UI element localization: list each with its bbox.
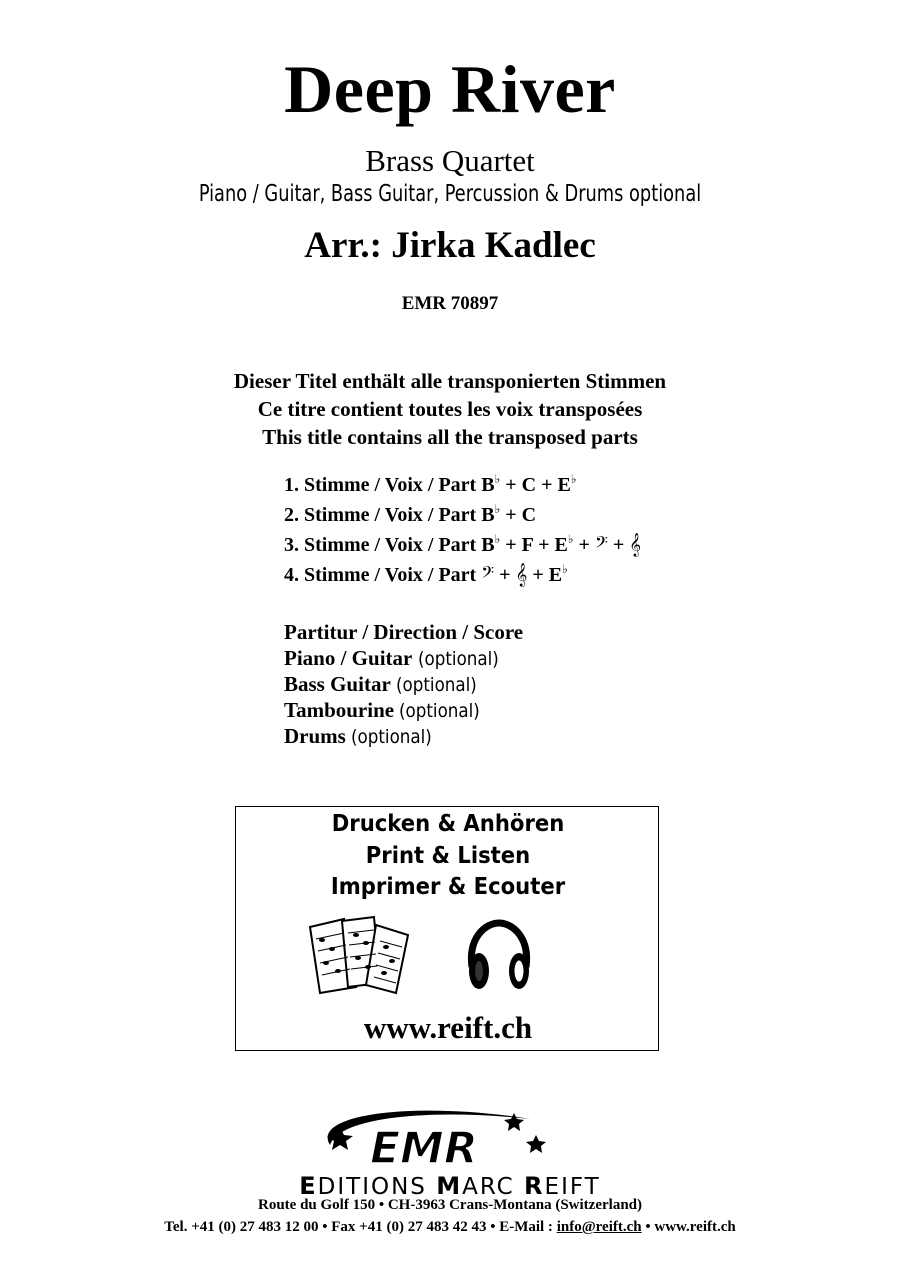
plus-sign: + <box>533 534 555 556</box>
publisher-initial-r: R <box>524 1172 545 1200</box>
arranger-line: Arr.: Jirka Kadlec <box>304 225 596 266</box>
publisher-initial-m: M <box>436 1172 463 1200</box>
bass-guitar-line <box>284 672 488 697</box>
part-4-line <box>284 562 568 587</box>
publisher-address: Route du Golf 150 • CH-3963 Crans-Montana (Switzerland) <box>258 1197 642 1213</box>
optional-label: (optional) <box>417 648 499 670</box>
language-note-french: Ce titre contient toutes les voix transposées <box>257 397 643 421</box>
key-f: F <box>521 534 534 556</box>
part-1-line <box>284 472 577 497</box>
bass-clef-icon: 𝄢 <box>481 562 495 586</box>
flat-icon: ♭ <box>494 532 501 546</box>
plus-sign: + <box>536 474 558 496</box>
piano-guitar-label: Piano / Guitar <box>284 646 413 670</box>
promo-line-german: Drucken & Anhören <box>331 811 565 837</box>
drums-label: Drums <box>284 724 346 748</box>
publisher-contact <box>0 1219 900 1236</box>
publisher-initial-e: E <box>299 1172 318 1200</box>
plus-sign: + <box>573 534 595 556</box>
email-link[interactable]: info@reift.ch <box>556 1219 642 1235</box>
plus-sign: + <box>527 564 549 586</box>
flat-icon: ♭ <box>562 562 568 576</box>
optional-instruments: Piano / Guitar, Bass Guitar, Percussion & Drums optional <box>198 181 702 207</box>
language-note-german: Dieser Titel enthält alle transponierten Stimmen <box>233 369 667 393</box>
key-b: B <box>481 534 495 556</box>
key-c: C <box>521 504 537 526</box>
optional-label: (optional) <box>351 726 432 748</box>
publisher-word-3: EIFT <box>544 1174 601 1200</box>
catalog-number: EMR 70897 <box>401 293 499 314</box>
sheet-music-icon <box>304 913 416 995</box>
part-2-line <box>284 502 536 527</box>
flat-icon: ♭ <box>494 502 501 516</box>
emr-logo <box>300 1105 565 1177</box>
key-e: E <box>548 564 563 586</box>
bass-clef-icon: 𝄢 <box>594 532 608 556</box>
publisher-word-2: ARC <box>462 1174 525 1200</box>
print-listen-box <box>235 806 659 1051</box>
contact-website: • www.reift.ch <box>641 1219 736 1235</box>
treble-clef-icon: 𝄞 <box>515 562 528 586</box>
website-link[interactable]: www.reift.ch <box>363 1010 533 1045</box>
flat-icon: ♭ <box>567 532 574 546</box>
flat-icon: ♭ <box>494 472 501 486</box>
promo-line-french: Imprimer & Ecouter <box>330 874 566 900</box>
publisher-word-1: DITIONS <box>317 1174 437 1200</box>
part-2-prefix: 2. Stimme / Voix / Part <box>284 504 477 526</box>
ensemble-subtitle: Brass Quartet <box>365 143 535 178</box>
part-4-prefix: 4. Stimme / Voix / Part <box>284 564 477 586</box>
part-3-line <box>284 532 641 557</box>
publisher-name <box>0 1172 900 1200</box>
tambourine-label: Tambourine <box>284 698 395 722</box>
key-e: E <box>554 534 568 556</box>
flat-icon: ♭ <box>570 472 577 486</box>
bass-guitar-label: Bass Guitar <box>284 672 391 696</box>
optional-label: (optional) <box>396 674 477 696</box>
piano-guitar-line <box>284 646 509 671</box>
treble-clef-icon: 𝄞 <box>629 532 642 556</box>
score-line: Partitur / Direction / Score <box>284 620 524 644</box>
plus-sign: + <box>607 534 630 556</box>
plus-sign: + <box>500 504 522 526</box>
key-e: E <box>557 474 571 496</box>
part-3-prefix: 3. Stimme / Voix / Part <box>284 534 477 556</box>
key-b: B <box>481 504 495 526</box>
drums-line <box>284 724 443 749</box>
page-title: Deep River <box>284 51 616 127</box>
plus-sign: + <box>500 474 522 496</box>
svg-text:EMR: EMR <box>370 1123 478 1174</box>
plus-sign: + <box>500 534 522 556</box>
part-1-prefix: 1. Stimme / Voix / Part <box>284 474 477 496</box>
optional-label: (optional) <box>399 700 481 722</box>
plus-sign: + <box>494 564 516 586</box>
key-b: B <box>481 474 495 496</box>
promo-line-english: Print & Listen <box>365 843 531 869</box>
tambourine-line <box>284 698 491 723</box>
language-note-english: This title contains all the transposed parts <box>262 425 638 449</box>
contact-phone-fax: Tel. +41 (0) 27 483 12 00 • Fax +41 (0) 27 483 42 43 • E-Mail : <box>164 1219 557 1235</box>
key-c: C <box>521 474 537 496</box>
headphones-icon <box>464 919 534 993</box>
